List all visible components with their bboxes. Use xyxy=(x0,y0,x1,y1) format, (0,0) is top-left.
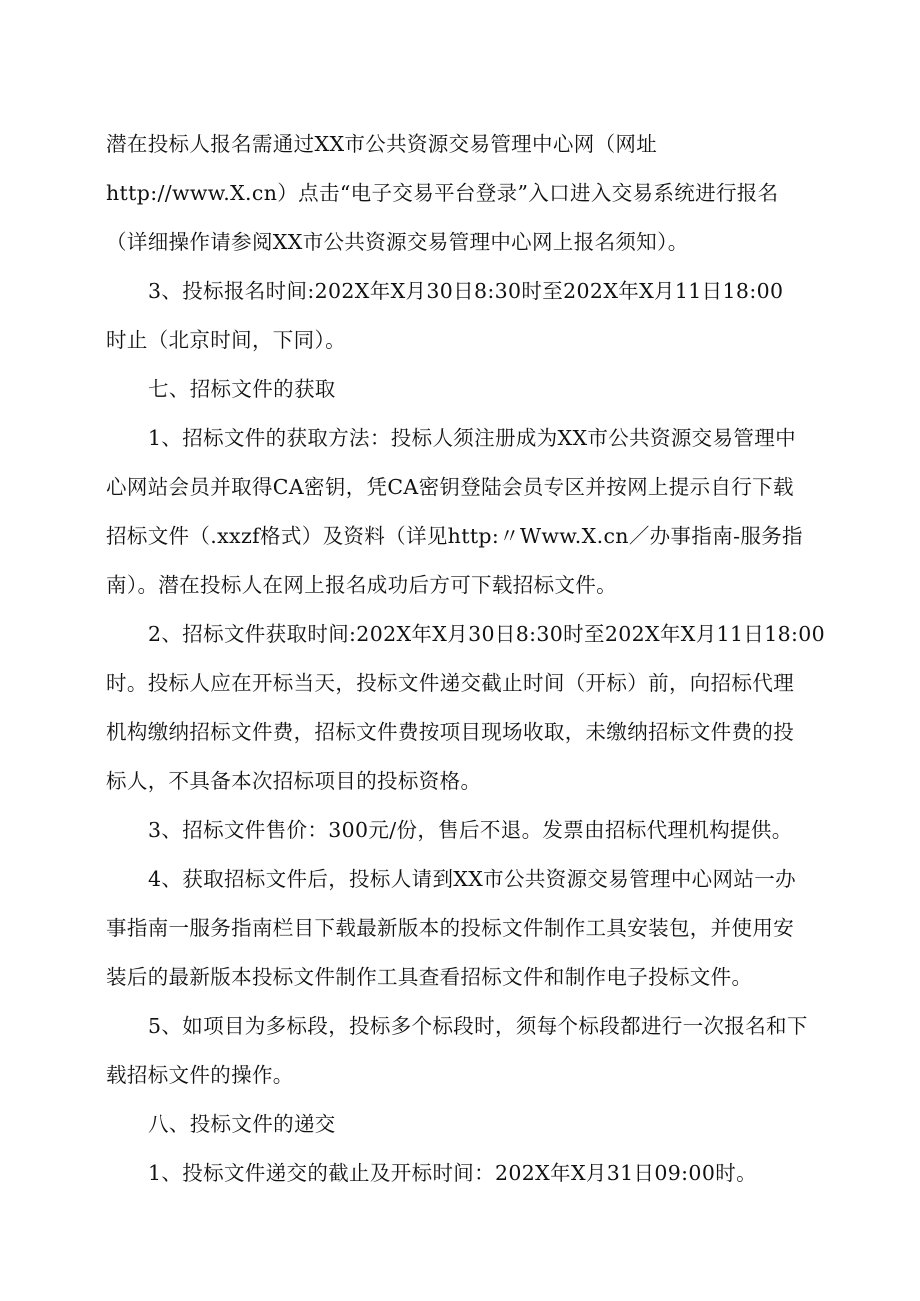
paragraph-line: 时。投标人应在开标当天，投标文件递交截止时间（开标）前，向招标代理 xyxy=(106,671,795,695)
paragraph-line: 2、招标文件获取时间:202X年X月30日8:30时至202X年X月11日18:00 xyxy=(148,622,826,646)
paragraph-line: 机构缴纳招标文件费，招标文件费按项目现场收取，未缴纳招标文件费的投 xyxy=(106,720,795,744)
paragraph-line: 潜在投标人报名需通过XX市公共资源交易管理中心网（网址 xyxy=(106,132,658,156)
section-heading-8: 八、投标文件的递交 xyxy=(148,1112,336,1136)
paragraph-line: 1、投标文件递交的截止及开标时间：202X年X月31日09:00时。 xyxy=(148,1161,757,1185)
paragraph-line: 3、投标报名时间:202X年X月30日8:30时至202X年X月11日18:00 xyxy=(148,279,784,303)
paragraph-line: 招标文件（.xxzf格式）及资料（详见http:〃Www.X.cn／办事指南-服务指 xyxy=(106,524,803,548)
paragraph-line: （详细操作请参阅XX市公共资源交易管理中心网上报名须知）。 xyxy=(106,230,689,254)
paragraph-line: 载招标文件的操作。 xyxy=(106,1063,294,1087)
paragraph-line: 5、如项目为多标段，投标多个标段时，须每个标段都进行一次报名和下 xyxy=(148,1014,808,1038)
paragraph-line: 南）。潜在投标人在网上报名成功后方可下载招标文件。 xyxy=(106,573,617,597)
paragraph-line: 心网站会员并取得CA密钥，凭CA密钥登陆会员专区并按网上提示自行下载 xyxy=(106,475,794,499)
paragraph-line: 4、获取招标文件后，投标人请到XX市公共资源交易管理中心网站一办 xyxy=(148,867,796,891)
paragraph-line: http://www.X.cn）点击“电子交易平台登录”入口进入交易系统进行报名 xyxy=(106,181,779,205)
paragraph-line: 时止（北京时间，下同）。 xyxy=(106,328,346,352)
paragraph-line: 装后的最新版本投标文件制作工具查看招标文件和制作电子投标文件。 xyxy=(106,965,753,989)
paragraph-line: 1、招标文件的获取方法：投标人须注册成为XX市公共资源交易管理中 xyxy=(148,426,796,450)
paragraph-line: 标人，不具备本次招标项目的投标资格。 xyxy=(106,769,482,793)
paragraph-line: 3、招标文件售价：300元/份，售后不退。发票由招标代理机构提供。 xyxy=(148,818,793,842)
section-heading-7: 七、招标文件的获取 xyxy=(148,377,336,401)
paragraph-line: 事指南一服务指南栏目下载最新版本的投标文件制作工具安装包，并使用安 xyxy=(106,916,795,940)
